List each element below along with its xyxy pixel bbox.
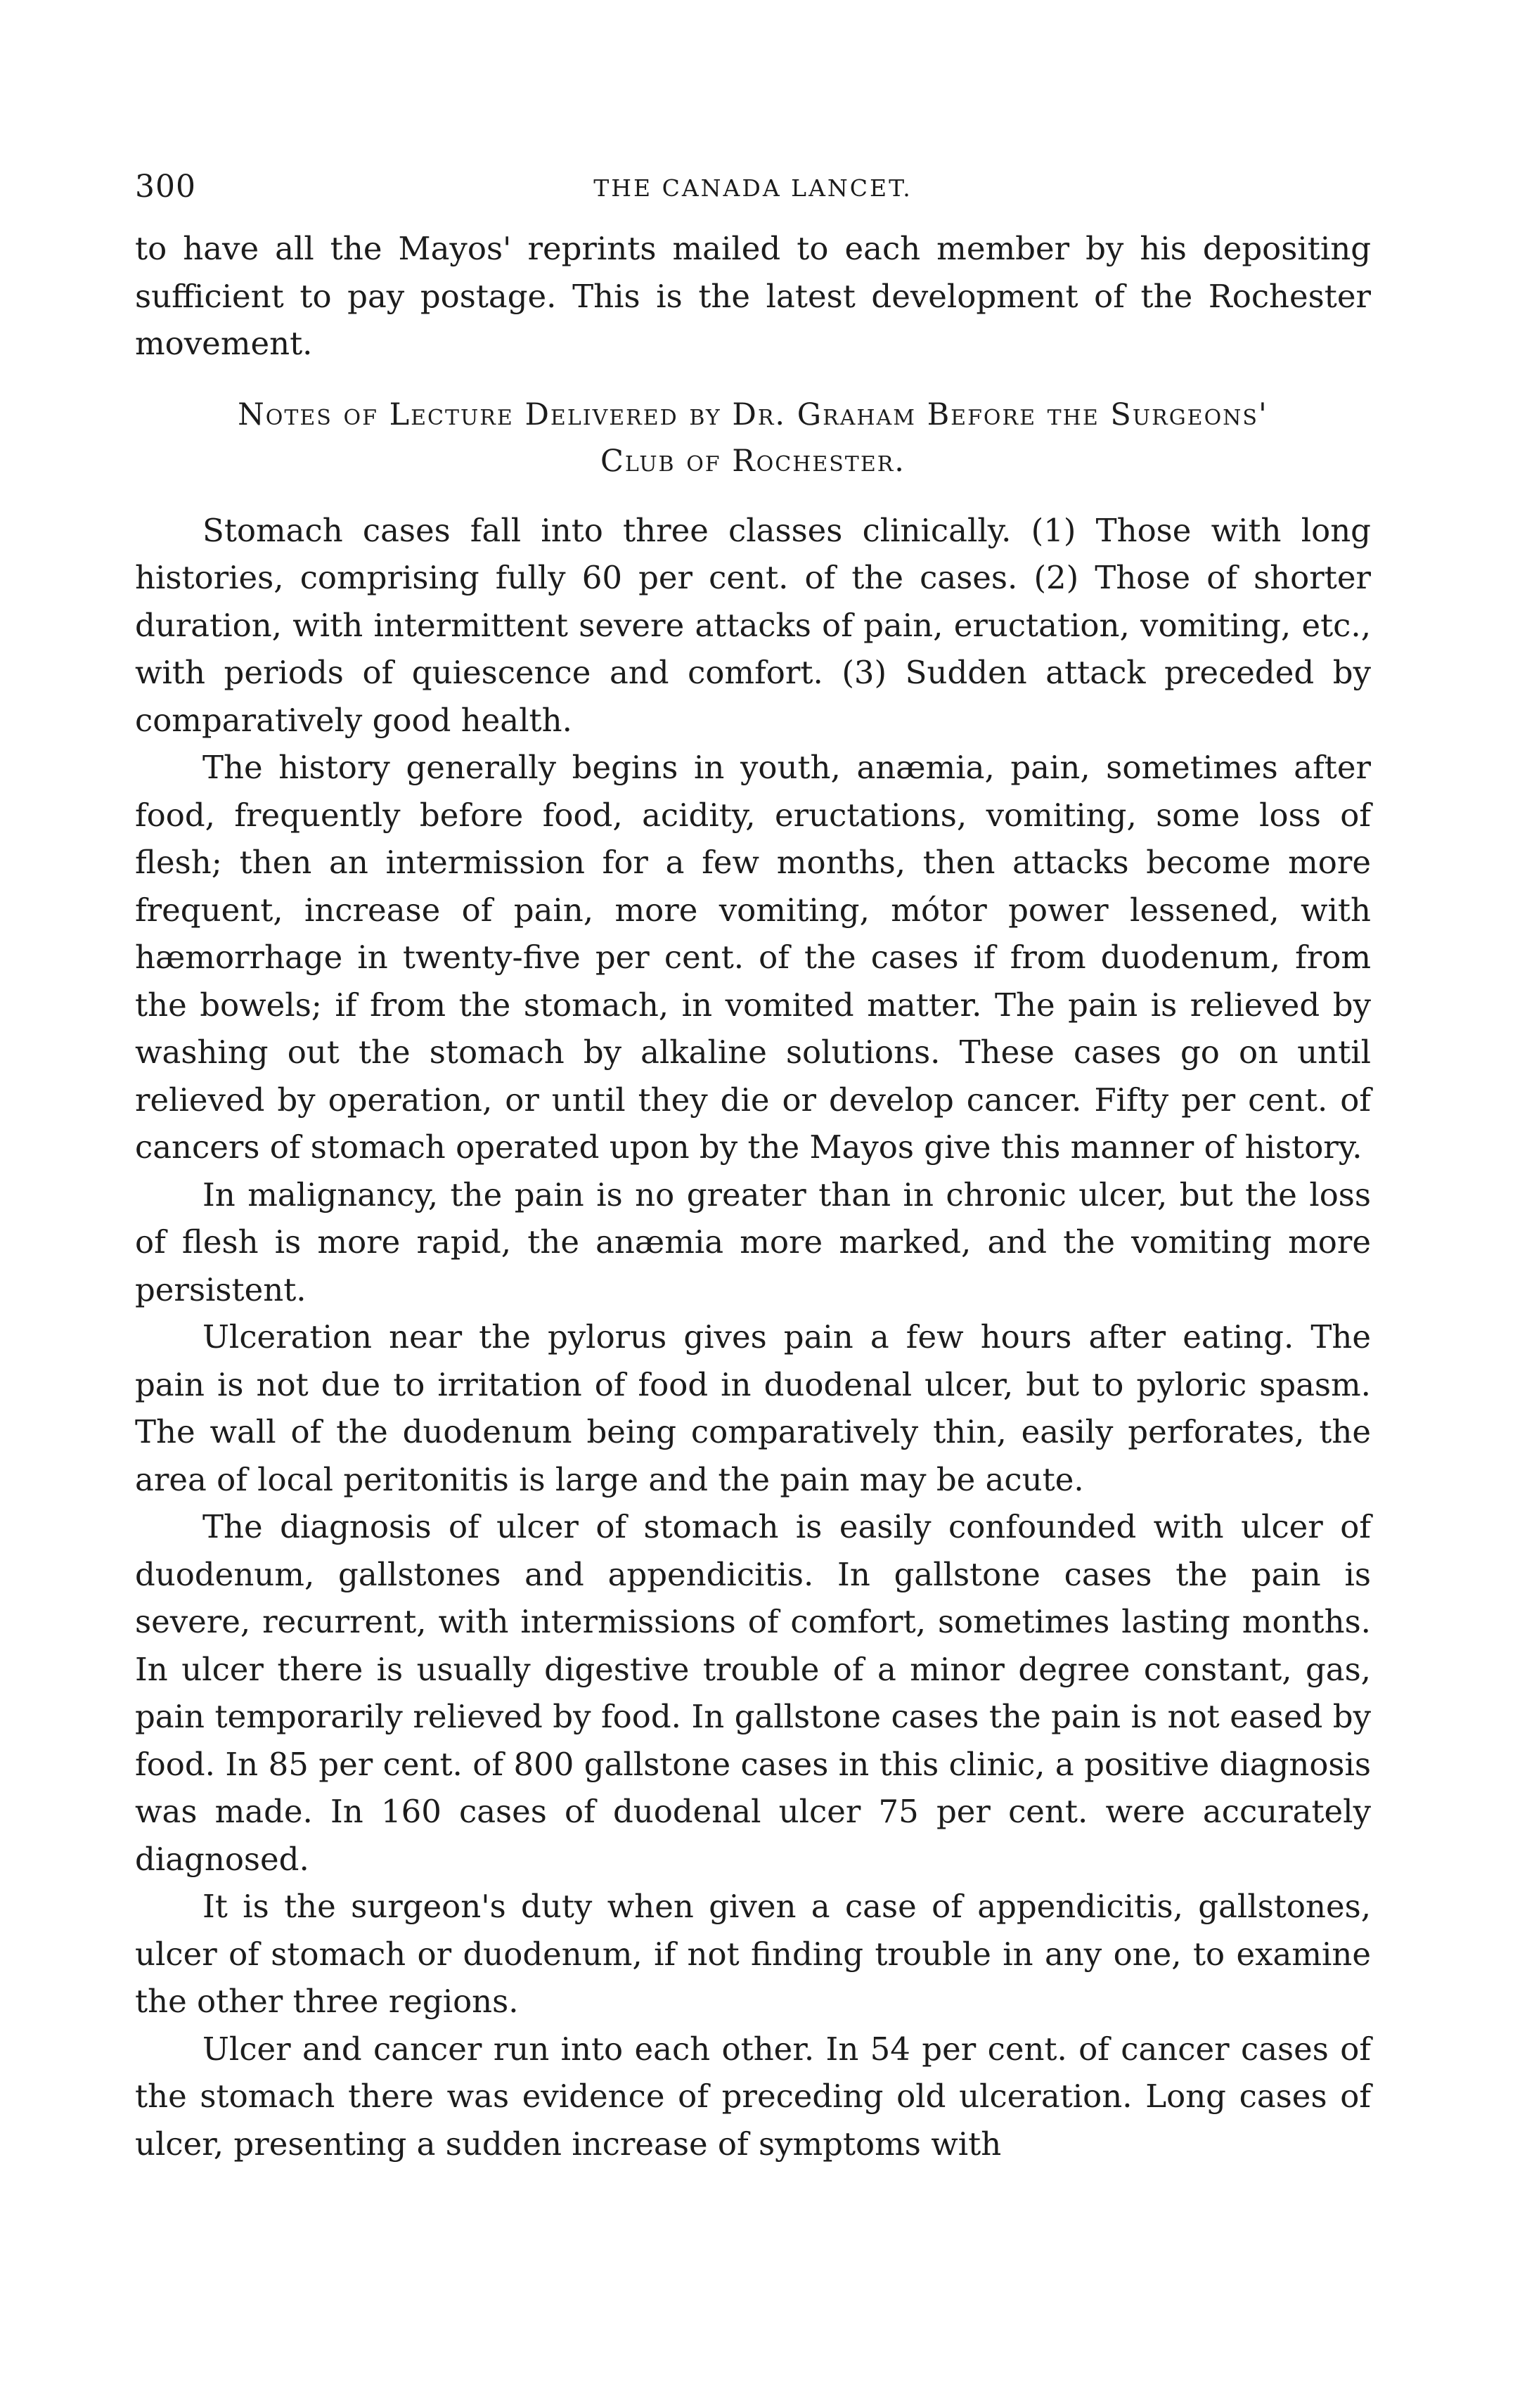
body-paragraph: Stomach cases fall into three classes clinically. (1) Those with long histories, comprising fully 60 per cent. of the cases. (2) Those of shorter duration, with intermittent severe attacks of pain, eructation, vomiting, etc., with periods of quiescence and comfort. (3) Sudden attack preceded by comparatively good health. — [135, 511, 1371, 739]
section-heading-line-1: Notes of Lecture Delivered by Dr. Graham Before the Surgeons' — [238, 397, 1268, 432]
journal-page — [135, 169, 1371, 2168]
running-head: THE CANADA LANCET. — [593, 174, 913, 202]
section-heading-line-2: Club of Rochester. — [600, 443, 906, 479]
body-paragraph: Ulceration near the pylorus gives pain a few hours after eating. The pain is not due to irritation of food in duodenal ulcer, but to pyloric spasm. The wall of the duodenum being comparatively thin, easily perforates, the area of local peritonitis is large and the pain may be acute. — [135, 1318, 1371, 1498]
body-paragraph: The history generally begins in youth, anæmia, pain, sometimes after food, frequently before food, acidity, eructations, vomiting, some loss of flesh; then an intermission for a few months, then attacks become more frequent, increase of pain, more vomiting, mótor power lessened, with hæmorrhage in twenty-five per cent. of the cases if from duodenum, from the bowels; if from the stomach, in vomited matter. The pain is relieved by washing out the stomach by alkaline solutions. These cases go on until relieved by operation, or until they die or develop cancer. Fifty per cent. of cancers of stomach operated upon by the Mayos give this manner of history. — [135, 749, 1371, 1166]
intro-paragraph: to have all the Mayos' reprints mailed to each member by his depositing sufficient to pay postage. This is the latest development of the Rochester movement. — [135, 230, 1371, 362]
body-paragraph: Ulcer and cancer run into each other. In 54 per cent. of cancer cases of the stomach there was evidence of preceding old ulceration. Long cases of ulcer, presenting a sudden increase of symptoms with — [135, 2030, 1371, 2163]
section-heading — [135, 392, 1371, 484]
body-paragraph: It is the surgeon's duty when given a case of appendicitis, gallstones, ulcer of stomach or duodenum, if not finding trouble in any one, to examine the other three regions. — [135, 1888, 1371, 2020]
body-paragraph: The diagnosis of ulcer of stomach is easily confounded with ulcer of duodenum, gallstones and appendicitis. In gallstone cases the pain is severe, recurrent, with intermissions of comfort, sometimes lasting months. In ulcer there is usually digestive trouble of a minor degree constant, gas, pain temporarily relieved by food. In gallstone cases the pain is not eased by food. In 85 per cent. of 800 gallstone cases in this clinic, a positive diagnosis was made. In 160 cases of duodenal ulcer 75 per cent. were accurately diagnosed. — [135, 1508, 1371, 1878]
body-paragraph: In malignancy, the pain is no greater than in chronic ulcer, but the loss of flesh is more rapid, the anæmia more marked, and the vomiting more persistent. — [135, 1176, 1371, 1308]
page-number: 300 — [135, 169, 196, 205]
page-header — [135, 169, 1371, 225]
